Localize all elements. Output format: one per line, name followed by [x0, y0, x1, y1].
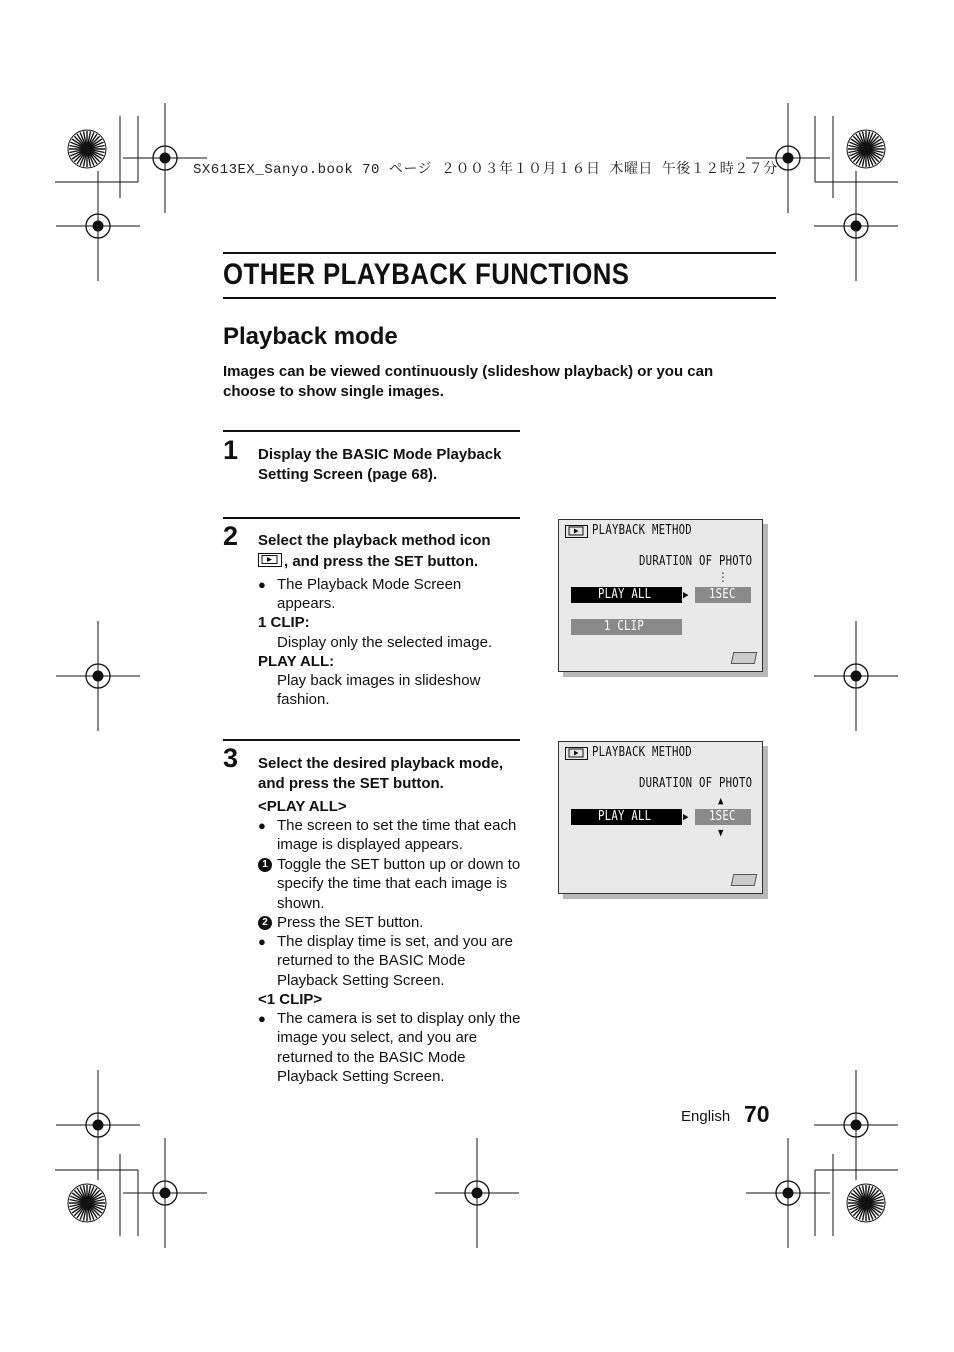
step1-line2: Setting Screen (page 68). [258, 466, 438, 483]
footer-language: English [681, 1108, 731, 1125]
bullet-icon: ● [258, 1011, 266, 1026]
option-play-all-label: PLAY ALL [598, 587, 652, 602]
duration-value: 1SEC [709, 809, 736, 824]
bullet-icon: ● [258, 818, 266, 833]
step2-number: 2 [223, 521, 239, 551]
step1-line1: Display the BASIC Mode Playback [258, 446, 502, 463]
step1-rule [223, 430, 520, 432]
screen-title: PLAYBACK METHOD [592, 745, 692, 760]
duration-label: DURATION OF PHOTO [639, 776, 753, 791]
right-arrow-icon: ▶ [683, 810, 689, 823]
crop-star-top-right [847, 130, 885, 168]
step2-line2: , and press the SET button. [284, 553, 479, 570]
duration-label: DURATION OF PHOTO [639, 554, 753, 569]
up-arrow-icon: ▲ [718, 794, 724, 807]
step1-number: 1 [223, 435, 239, 465]
step3-bullet3: The camera is set to display only the image you select, and you are returned to the BASIC Mode Playback Setting Screen. [277, 1010, 521, 1085]
option-1-clip-label: 1 CLIP [604, 619, 644, 634]
title-rule-bottom [223, 297, 776, 299]
page-number: 70 [744, 1101, 770, 1127]
crop-star-bottom-left [68, 1184, 106, 1222]
duration-value-box [695, 809, 751, 825]
playall-desc: Play back images in slideshow fashion. [277, 672, 481, 709]
bullet-icon: ● [258, 934, 266, 949]
option-play-all-label: PLAY ALL [598, 809, 652, 824]
step3-num1: Toggle the SET button up or down to specify the time that each image is shown. [277, 856, 521, 912]
duration-value-box [695, 587, 751, 603]
bullet-icon: ● [258, 577, 266, 592]
option-play-all-selected [571, 587, 682, 603]
step3-rule [223, 739, 520, 741]
crop-star-bottom-right [847, 1184, 885, 1222]
playall-heading: <PLAY ALL> [258, 798, 347, 815]
playall-label: PLAY ALL: [258, 653, 335, 670]
step3-bullet1: The screen to set the time that each image is displayed appears. [277, 817, 517, 854]
option-1-clip [571, 619, 682, 635]
clip-heading: <1 CLIP> [258, 991, 323, 1008]
title-rule-top [223, 252, 776, 254]
playback-icon [565, 525, 588, 538]
intro-text: Images can be viewed continuously (slideshow playback) or you can choose to show single images. [223, 363, 714, 400]
duration-value: 1SEC [709, 587, 736, 602]
circled-number-1: 1 [258, 858, 272, 872]
crop-star-top-left [68, 130, 106, 168]
step3-line1: Select the desired playback mode, [258, 755, 504, 772]
step2-line1: Select the playback method icon [258, 532, 491, 549]
battery-icon [731, 874, 758, 886]
playback-icon [258, 553, 282, 567]
battery-icon [731, 652, 758, 664]
step3-bullet2: The display time is set, and you are returned to the BASIC Mode Playback Setting Screen. [277, 933, 513, 989]
scroll-dots-icon: ⋮ [718, 570, 729, 584]
screen-title: PLAYBACK METHOD [592, 523, 692, 538]
circled-number-2: 2 [258, 916, 272, 930]
step2-rule [223, 517, 520, 519]
playback-icon [565, 747, 588, 760]
camera-screen-2 [558, 741, 763, 894]
down-arrow-icon: ▼ [718, 826, 724, 839]
clip-desc: Display only the selected image. [277, 634, 493, 651]
section-heading: Playback mode [223, 323, 398, 350]
option-play-all-selected [571, 809, 682, 825]
step3-number: 3 [223, 743, 239, 773]
right-arrow-icon: ▶ [683, 588, 689, 601]
camera-screen-1 [558, 519, 763, 672]
step3-num2: Press the SET button. [277, 914, 424, 931]
clip-label: 1 CLIP: [258, 614, 310, 631]
print-header: SX613EX_Sanyo.book 70 ページ ２００３年１０月１６日 木曜日 午後１２時２７分 [193, 162, 778, 178]
page-title: OTHER PLAYBACK FUNCTIONS [223, 258, 630, 291]
step3-line2: and press the SET button. [258, 775, 444, 792]
step2-bullet1: The Playback Mode Screen appears. [277, 576, 462, 613]
